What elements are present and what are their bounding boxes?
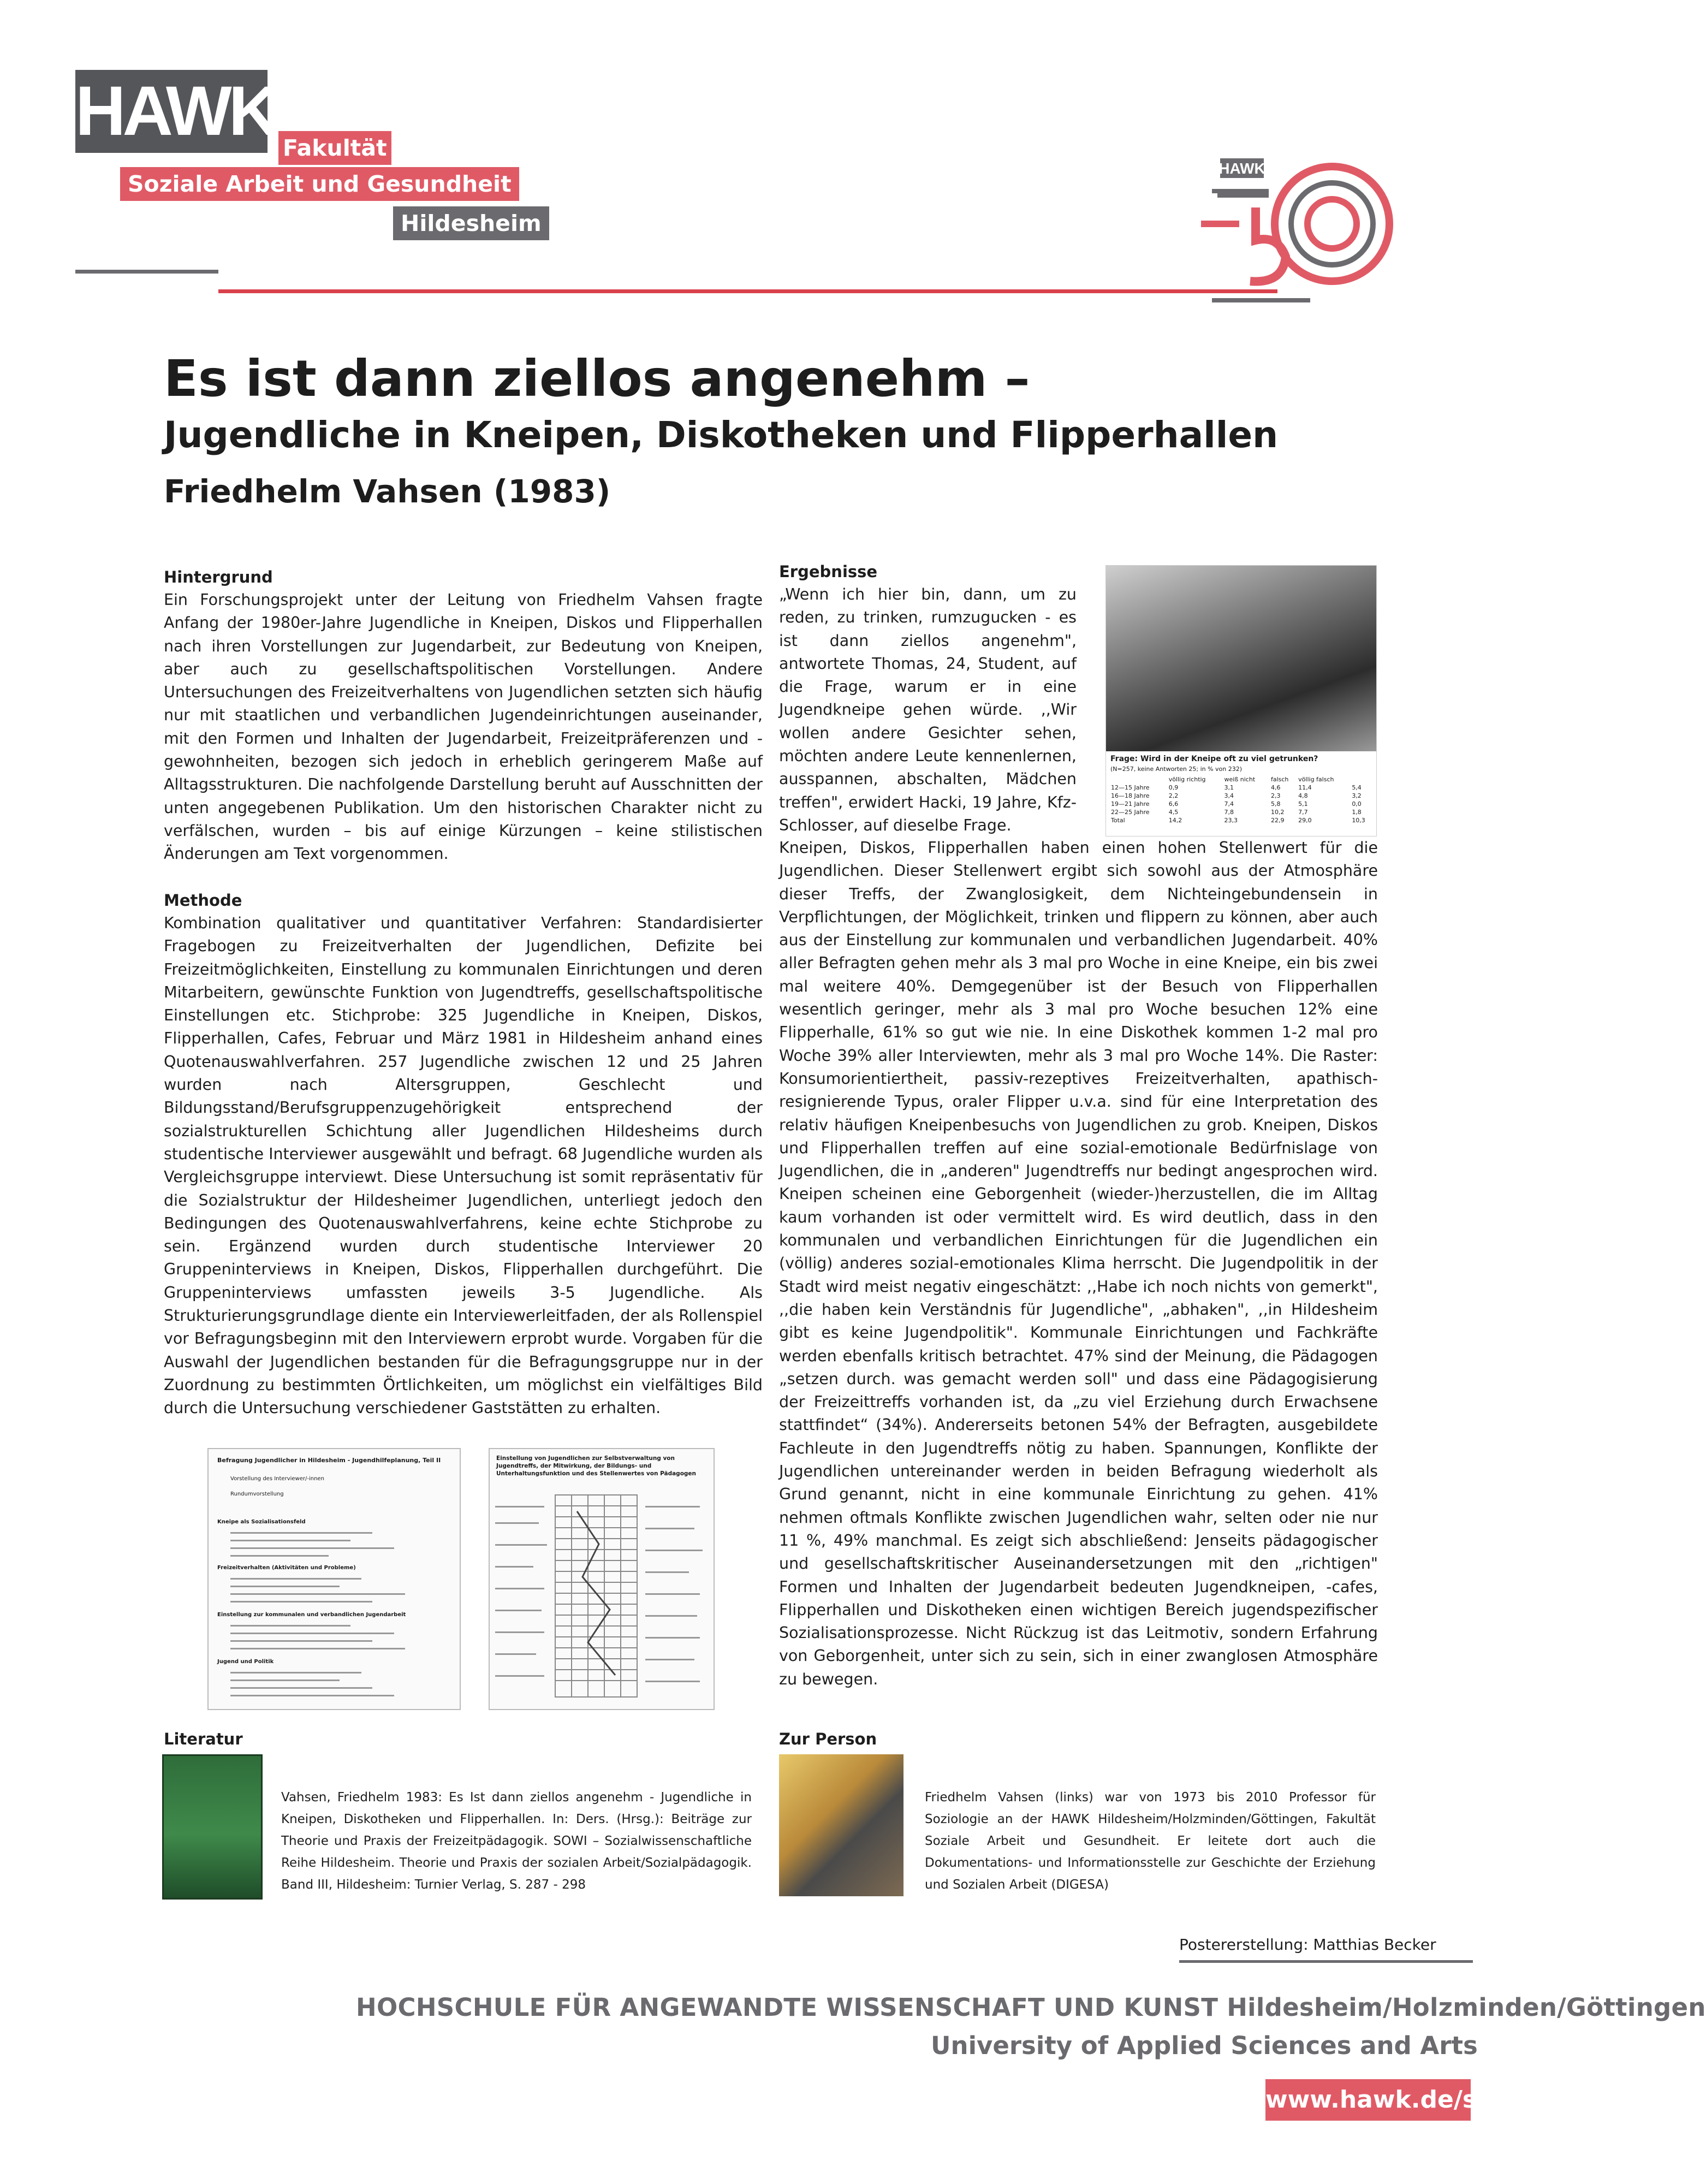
table-row <box>1110 816 1372 824</box>
clip-col-header <box>1110 775 1168 784</box>
table-cell: 4,5 <box>1168 809 1179 816</box>
literatur-text: Vahsen, Friedhelm 1983: Es Ist dann ziellos angenehm - Jugendliche in Kneipen, Diskotheken und Flipperhallen. In: Ders. (Hrsg.): Beiträge zur Theorie und Praxis der Freizeitpädagogik. SOWI – Sozialwissenschaftliche Reihe Hildesheim. Theorie und Praxis der sozialen Arbeit/Sozialpädagogik. Band III, Hildesheim: Turnier Verlag, S. 287 - 298 <box>281 1790 752 1892</box>
badge-hawk-text: HAWK <box>1218 160 1265 177</box>
scan1-title: Befragung Jugendlicher in Hildesheim - Jugendhilfeplanung, Teil II <box>217 1457 441 1464</box>
website-url[interactable]: www.hawk.de/s <box>1265 2079 1471 2121</box>
questionnaire-scan-2 <box>489 1448 715 1710</box>
table-cell: 3,2 <box>1352 792 1362 799</box>
subtitle: Jugendliche in Kneipen, Diskotheken und Flipperhallen <box>164 414 1279 456</box>
main-title: Es ist dann ziellos angenehm – <box>164 349 1030 408</box>
table-cell: 1,8 <box>1352 809 1362 816</box>
clipping-table-title: Frage: Wird in der Kneipe oft zu viel getrunken? <box>1110 755 1318 763</box>
table-cell: 10,3 <box>1352 817 1365 824</box>
table-cell: 0,9 <box>1168 784 1179 791</box>
scan2-grid <box>495 1495 708 1702</box>
scan2-title: Einstellung von Jugendlichen zur Selbstverwaltung von Jugendtreffs, der Mitwirkung, der Bildungs- und Unterhaltungsfunktion und des Stellenwertes von Pädagogen <box>496 1455 697 1477</box>
clip-col-header: völlig richtig <box>1168 776 1206 783</box>
literatur-heading: Literatur <box>164 1730 243 1748</box>
scan1-line-6: Jugend und Politik <box>217 1659 274 1665</box>
table-cell: 0,0 <box>1352 800 1362 808</box>
clip-col-header <box>1351 775 1372 784</box>
table-cell: 29,0 <box>1298 817 1312 824</box>
hintergrund-heading: Hintergrund <box>164 568 273 586</box>
table-cell: 11,4 <box>1298 784 1312 791</box>
ergebnisse-text: Kneipen, Diskos, Flipperhallen haben einen hohen Stellenwert für die Jugendlichen. Dieser Stellenwert ergibt sich sowohl aus der Atmosphäre dieser Treffs, der Zwanglosigkeit, dem Nichteingebundensein in Verpflichtungen, der Möglichkeit, trinken und flippern zu können, aber auch aus der Einstellung zur kommunalen und verbandlichen Jugendarbeit. 40% aller Befragten gehen mehr als 3 mal pro Woche in eine Kneipe, ein bis zwei mal weitere 40%. Demgegenüber ist der Besuch von Flipperhallen wesentlich geringer, mehr als 3 mal pro Woche besuchen 12% eine Flipperhalle, 61% so gut wie nie. In eine Diskothek kommen 1-2 mal pro Woche 39% aller Interviewten, mehr als 3 mal pro Woche 14%. Die Raster: Konsumorientiertheit, passiv-rezeptives Freizeitverhalten, apathisch-resignierende Typus, oraler Flipper u.v.a. sind für eine Interpretation des relativ häufigen Kneipenbesuchs von Jugendlichen zu grob. Kneipen, Diskos und Flipperhallen treffen auf eine sozial-emotionale Bedürfnislage von Jugendlichen, die in „anderen" Jugendtreffs nur bedingt angesprochen wird. Kneipen scheinen eine Geborgenheit (wieder-)herzustellen, die im Alltag kaum vorhanden ist oder vermittelt wird. Es wird deutlich, dass in den kommunalen und verbandlichen Einrichtungen für die Jugendlichen ein (völlig) anderes sozial-emotionales Klima herrscht. Die Jugendpolitik in der Stadt wird meist negativ eingeschätzt: ,,Habe ich noch nichts von gemerkt", ,,die haben kein Verständnis für Jugendliche", „abhaken", ,,in Hildesheim gibt es keine Jugendpolitik". Kommunale Einrichtungen und Fachkräfte werden ebenfalls kritisch betrachtet. 47% sind der Meinung, die Pädagogen „setzen durch. was gemacht werden soll" und dass eine Pädagogisierung der Freizeittreffs vorhanden ist, da „zu viel Erziehung durch Erwachsene stattfindet“ (34%). Andererseits betonen 54% der Befragten, ausgebildete Fachleute in den Jugendtreffs nötig zu haben. Spannungen, Konflikte der Jugendlichen untereinander werden in beiden Befragung wiederholt als Grund genannt, nicht in eine kommunale Einrichtung zu gehen. 41% nehmen oftmals Konflikte zwischen Jugendlichen wahr, selten oder nie nur 11 %, 49% manchmal. Es zeigt sich abschließend: Jenseits pädagogischer und gesellschaftskritischer Auseinandersetzungen mit den „richtigen" Formen und Inhalten der Jugendarbeit bedeuten Jugendkneipen, -cafes, Flipperhallen und Diskotheken einen wichtigen Bereich jugendspezifischer Sozialisationsprozesse. Nicht Rückzug ist das Leitmotiv, sondern Erfahrung von Geborgenheit, unter sich zu sein, sich in einer zwanglosen Atmosphäre zu bewegen. <box>779 839 1378 1688</box>
clipping-table-subtitle: (N=257, keine Antworten 25; in % von 232) <box>1110 765 1243 773</box>
scan1-line-2: Rundumvorstellung <box>230 1491 284 1497</box>
person-heading: Zur Person <box>779 1730 877 1748</box>
table-cell: 22,9 <box>1270 817 1285 824</box>
table-cell: 5,4 <box>1352 784 1362 791</box>
table-cell: 5,1 <box>1298 800 1308 808</box>
clip-col-header: völlig falsch <box>1298 776 1334 783</box>
table-cell: 23,3 <box>1224 817 1238 824</box>
person-photo <box>779 1754 903 1896</box>
city-label: Hildesheim <box>393 206 549 240</box>
table-row <box>1110 808 1372 816</box>
credit-rule <box>1179 1960 1473 1963</box>
footer-institution: HOCHSCHULE FÜR ANGEWANDTE WISSENSCHAFT UND KUNST Hildesheim/Holzminden/Göttingen <box>356 1993 1706 2022</box>
table-cell: 4,8 <box>1298 792 1308 799</box>
scan1-line-1: Vorstellung des Interviewer/-innen <box>230 1476 324 1482</box>
methode-text: Kombination qualitativer und quantitativer Verfahren: Standardisierter Fragebogen zu Freizeitverhalten der Jugendlichen, Defizite bei Freizeitmöglichkeiten, Einstellung zu kommunalen Einrichtungen und deren Mitarbeitern, gewünschte Funktion von Jugendtreffs, gesellschaftspolitische Einstellungen etc. Stichprobe: 325 Jugendliche in Kneipen, Diskos, Flipperhallen, Cafes, Februar und März 1981 in Hildesheim anhand eines Quotenauswahlverfahren. 257 Jugendliche zwischen 12 und 25 Jahren wurden nach Altersgruppen, Geschlecht und Bildungsstand/Berufsgruppenzugehörigkeit entsprechend der sozialstrukturellen Schichtung aller Jugendlichen Hildesheims durch studentische Interviewer ausgewählt und befragt. 68 Jugendliche wurden als Vergleichsgruppe interviewt. Diese Untersuchung ist somit repräsentativ für die Sozialstruktur der Hildesheimer Jugendlichen, unterliegt jedoch den Bedingungen des Quotenauswahlverfahrens, keine echte Stichprobe zu sein. Ergänzend wurden durch studentische Interviewer 20 Gruppeninterviews in Kneipen, Diskos, Flipperhallen durchgeführt. Die Gruppeninterviews umfassten jeweils 3-5 Jugendliche. Als Strukturierungsgrundlage diente ein Interviewerleitfaden, der als Rollenspiel vor Befragungsbeginn mit den Interviewern erprobt wurde. Vorgaben für die Auswahl der Jugendlichen bestanden für die Befragungsgruppe nur in der Zuordnung zu bestimmten Örtlichkeiten, um möglichst ein vielfältiges Bild durch die Untersuchung verschiedener Gaststätten zu erhalten. <box>164 914 763 1417</box>
methode-heading: Methode <box>164 891 242 910</box>
table-cell: 12—15 Jahre <box>1111 784 1150 791</box>
faculty-name: Soziale Arbeit und Gesundheit <box>120 167 519 201</box>
table-row <box>1110 784 1372 792</box>
clipping-photo <box>1106 566 1376 751</box>
ergebnisse-heading: Ergebnisse <box>779 562 878 581</box>
table-cell: 3,4 <box>1224 792 1234 799</box>
table-cell: 5,8 <box>1270 800 1281 808</box>
table-cell: 10,2 <box>1270 809 1285 816</box>
header-rule-red <box>218 289 1277 293</box>
table-cell: 6,6 <box>1168 800 1179 808</box>
table-cell: 4,6 <box>1270 784 1281 791</box>
newspaper-clipping <box>1105 565 1377 836</box>
header-rule-gray <box>75 270 218 274</box>
table-cell: 19—21 Jahre <box>1111 800 1150 808</box>
anniversary-50-badge <box>1190 153 1398 311</box>
table-cell: Total <box>1111 817 1125 824</box>
table-row <box>1110 792 1372 800</box>
footer-english-name: University of Applied Sciences and Arts <box>931 2031 1478 2060</box>
hintergrund-text: Ein Forschungsprojekt unter der Leitung von Friedhelm Vahsen fragte Anfang der 1980er-Jahre Jugendliche in Kneipen, Diskos und Flipperhallen nach ihren Vorstellungen zur Jugendarbeit, zur Bedeutung von Kneipen, aber auch zu gesellschaftspolitischen Vorstellungen. Andere Untersuchungen des Freizeitverhaltens von Jugendlichen setzten sich häufig nur mit staatlichen und verbandlichen Jugendeinrichtungen auseinander, mit den Formen und Inhalten der Jugendarbeit, Freizeitpräferenzen und -gewohnheiten, bezogen sich jedoch in erheblich geringerem Maße auf Alltagsstrukturen. Die nachfolgende Darstellung beruht auf Ausschnitten der unten angegebenen Publikation. Um den historischen Charakter nicht zu verfälschen, wurden – bis auf einige Kürzungen – keine stilistischen Änderungen am Text vorgenommen. <box>164 591 763 863</box>
table-cell: 3,1 <box>1224 784 1234 791</box>
person-text: Friedhelm Vahsen (links) war von 1973 bis 2010 Professor für Soziologie an der HAWK Hildesheim/Holzminden/Göttingen, Fakultät Soziale Arbeit und Gesundheit. Er leitete dort auch die Dokumentations- und Informationsstelle zur Geschichte der Erziehung und Sozialen Arbeit (DIGESA) <box>925 1790 1376 1892</box>
poster-credit: Postererstellung: Matthias Becker <box>1179 1936 1436 1954</box>
table-cell: 7,8 <box>1224 809 1234 816</box>
scan1-line-4: Freizeitverhalten (Aktivitäten und Probleme) <box>217 1565 356 1571</box>
table-row <box>1110 800 1372 808</box>
table-cell: 2,3 <box>1270 792 1281 799</box>
author-line: Friedhelm Vahsen (1983) <box>164 473 611 510</box>
table-cell: 2,2 <box>1168 792 1179 799</box>
table-cell: 7,4 <box>1224 800 1234 808</box>
scan1-line-5: Einstellung zur kommunalen und verbandlichen Jugendarbeit <box>217 1612 406 1618</box>
table-cell: 7,7 <box>1298 809 1308 816</box>
clipping-table <box>1110 775 1372 824</box>
questionnaire-scan-1 <box>207 1448 461 1710</box>
clip-col-header: weiß nicht <box>1224 776 1256 783</box>
ergebnisse-quote: „Wenn ich hier bin, dann, um zu reden, zu trinken, rumzugucken - es ist dann ziellos angenehm", antwortete Thomas, 24, Student, auf die Frage, warum er in eine Jugendkneipe gehen würde. ,,Wir wollen andere Gesichter sehen, möchten andere Leute kennenlernen, ausspannen, abschalten, Mädchen treffen", erwidert Hacki, 19 Jahre, Kfz-Schlosser, auf dieselbe Frage. <box>779 585 1077 834</box>
table-cell: 22—25 Jahre <box>1111 809 1150 816</box>
table-cell: 14,2 <box>1168 817 1182 824</box>
book-cover <box>162 1754 263 1900</box>
clip-col-header: falsch <box>1270 776 1289 783</box>
hawk-logo: HAWK <box>75 70 268 153</box>
faculty-label: Fakultät <box>278 131 391 165</box>
table-cell: 16—18 Jahre <box>1111 792 1150 799</box>
scan1-line-3: Kneipe als Sozialisationsfeld <box>217 1519 306 1525</box>
